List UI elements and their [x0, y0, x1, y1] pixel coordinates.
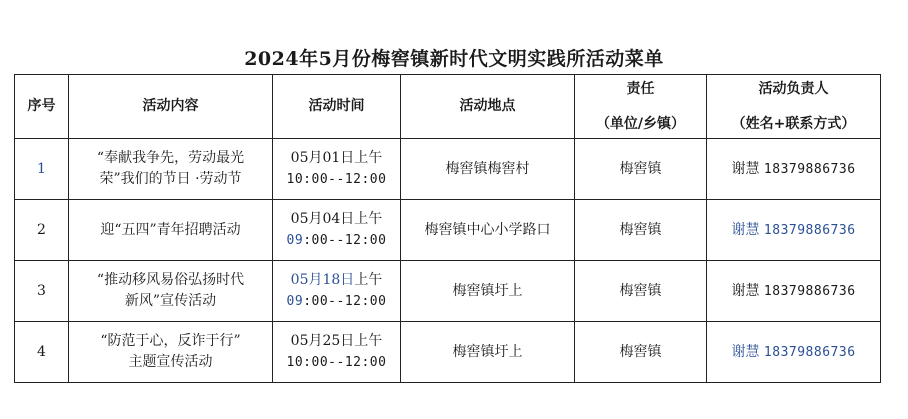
table-header-row	[15, 75, 881, 139]
hours-rest: 10:00--12:00	[286, 355, 387, 370]
table-row	[15, 139, 881, 200]
row-location: 梅窖镇圩上	[401, 322, 575, 383]
header-time: 活动时间	[273, 75, 401, 139]
person-name: 谢慧	[731, 343, 760, 360]
header-responsible-bottom: （单位/乡镇）	[595, 115, 686, 132]
row-time	[273, 261, 401, 322]
content-line: 主题宣传活动	[128, 354, 213, 370]
content-line: 新风”宣传活动	[124, 293, 217, 309]
person-phone: 18379886736	[763, 344, 856, 360]
row-content	[69, 261, 273, 322]
row-date: 05月25日上午	[290, 333, 383, 349]
hours-prefix: 09	[286, 233, 304, 248]
header-responsible-top: 责任	[626, 80, 655, 97]
header-location: 活动地点	[401, 75, 575, 139]
hours-prefix: 09	[286, 294, 304, 309]
row-content	[69, 200, 273, 261]
row-index: 2	[15, 200, 69, 261]
row-unit: 梅窖镇	[575, 200, 707, 261]
hours-rest: 10:00--12:00	[286, 172, 387, 187]
date-prefix: 05月18日	[290, 272, 355, 288]
hours-rest: :00--12:00	[303, 294, 387, 309]
row-date: 05月01日上午	[290, 150, 383, 166]
row-date	[275, 270, 398, 291]
row-location: 梅窖镇中心小学路口	[401, 200, 575, 261]
row-unit: 梅窖镇	[575, 322, 707, 383]
person-name: 谢慧	[731, 282, 760, 299]
content-line: “奉献我争先，劳动最光	[96, 150, 245, 166]
hours-rest: :00--12:00	[303, 233, 387, 248]
row-index: 4	[15, 322, 69, 383]
table-row	[15, 200, 881, 261]
person-phone: 18379886736	[763, 222, 856, 238]
row-person	[707, 200, 881, 261]
person-phone: 18379886736	[763, 283, 856, 299]
header-index: 序号	[15, 75, 69, 139]
row-hours	[275, 169, 398, 190]
row-person	[707, 322, 881, 383]
table-row	[15, 322, 881, 383]
row-person	[707, 261, 881, 322]
row-hours	[275, 230, 398, 251]
person-name: 谢慧	[731, 221, 760, 238]
activity-table	[14, 74, 881, 383]
row-unit: 梅窖镇	[575, 139, 707, 200]
row-location: 梅窖镇圩上	[401, 261, 575, 322]
header-person	[707, 75, 881, 139]
person-name: 谢慧	[731, 160, 760, 177]
person-phone: 18379886736	[763, 161, 856, 177]
row-index: 3	[15, 261, 69, 322]
date-rest: 上午	[354, 272, 383, 288]
row-time	[273, 139, 401, 200]
row-unit: 梅窖镇	[575, 261, 707, 322]
content-line: 荣”我们的节日 ·劳动节	[99, 171, 242, 187]
row-date: 05月04日上午	[290, 211, 383, 227]
row-content	[69, 139, 273, 200]
row-content	[69, 322, 273, 383]
row-person	[707, 139, 881, 200]
header-responsible	[575, 75, 707, 139]
header-content: 活动内容	[69, 75, 273, 139]
content-line: 迎“五四”青年招聘活动	[100, 221, 241, 238]
table-row	[15, 261, 881, 322]
row-time	[273, 322, 401, 383]
row-time	[273, 200, 401, 261]
row-index: 1	[15, 139, 69, 200]
content-line: “防范于心，反诈于行”	[100, 333, 241, 349]
header-person-top: 活动负责人	[758, 80, 829, 97]
page-title: 2024年5月份梅窖镇新时代文明实践所活动菜单	[244, 48, 664, 70]
row-hours	[275, 291, 398, 312]
content-line: “推动移风易俗弘扬时代	[96, 272, 245, 288]
header-person-bottom: （姓名+联系方式）	[731, 115, 856, 132]
row-location: 梅窖镇梅窖村	[401, 139, 575, 200]
row-hours	[275, 352, 398, 373]
